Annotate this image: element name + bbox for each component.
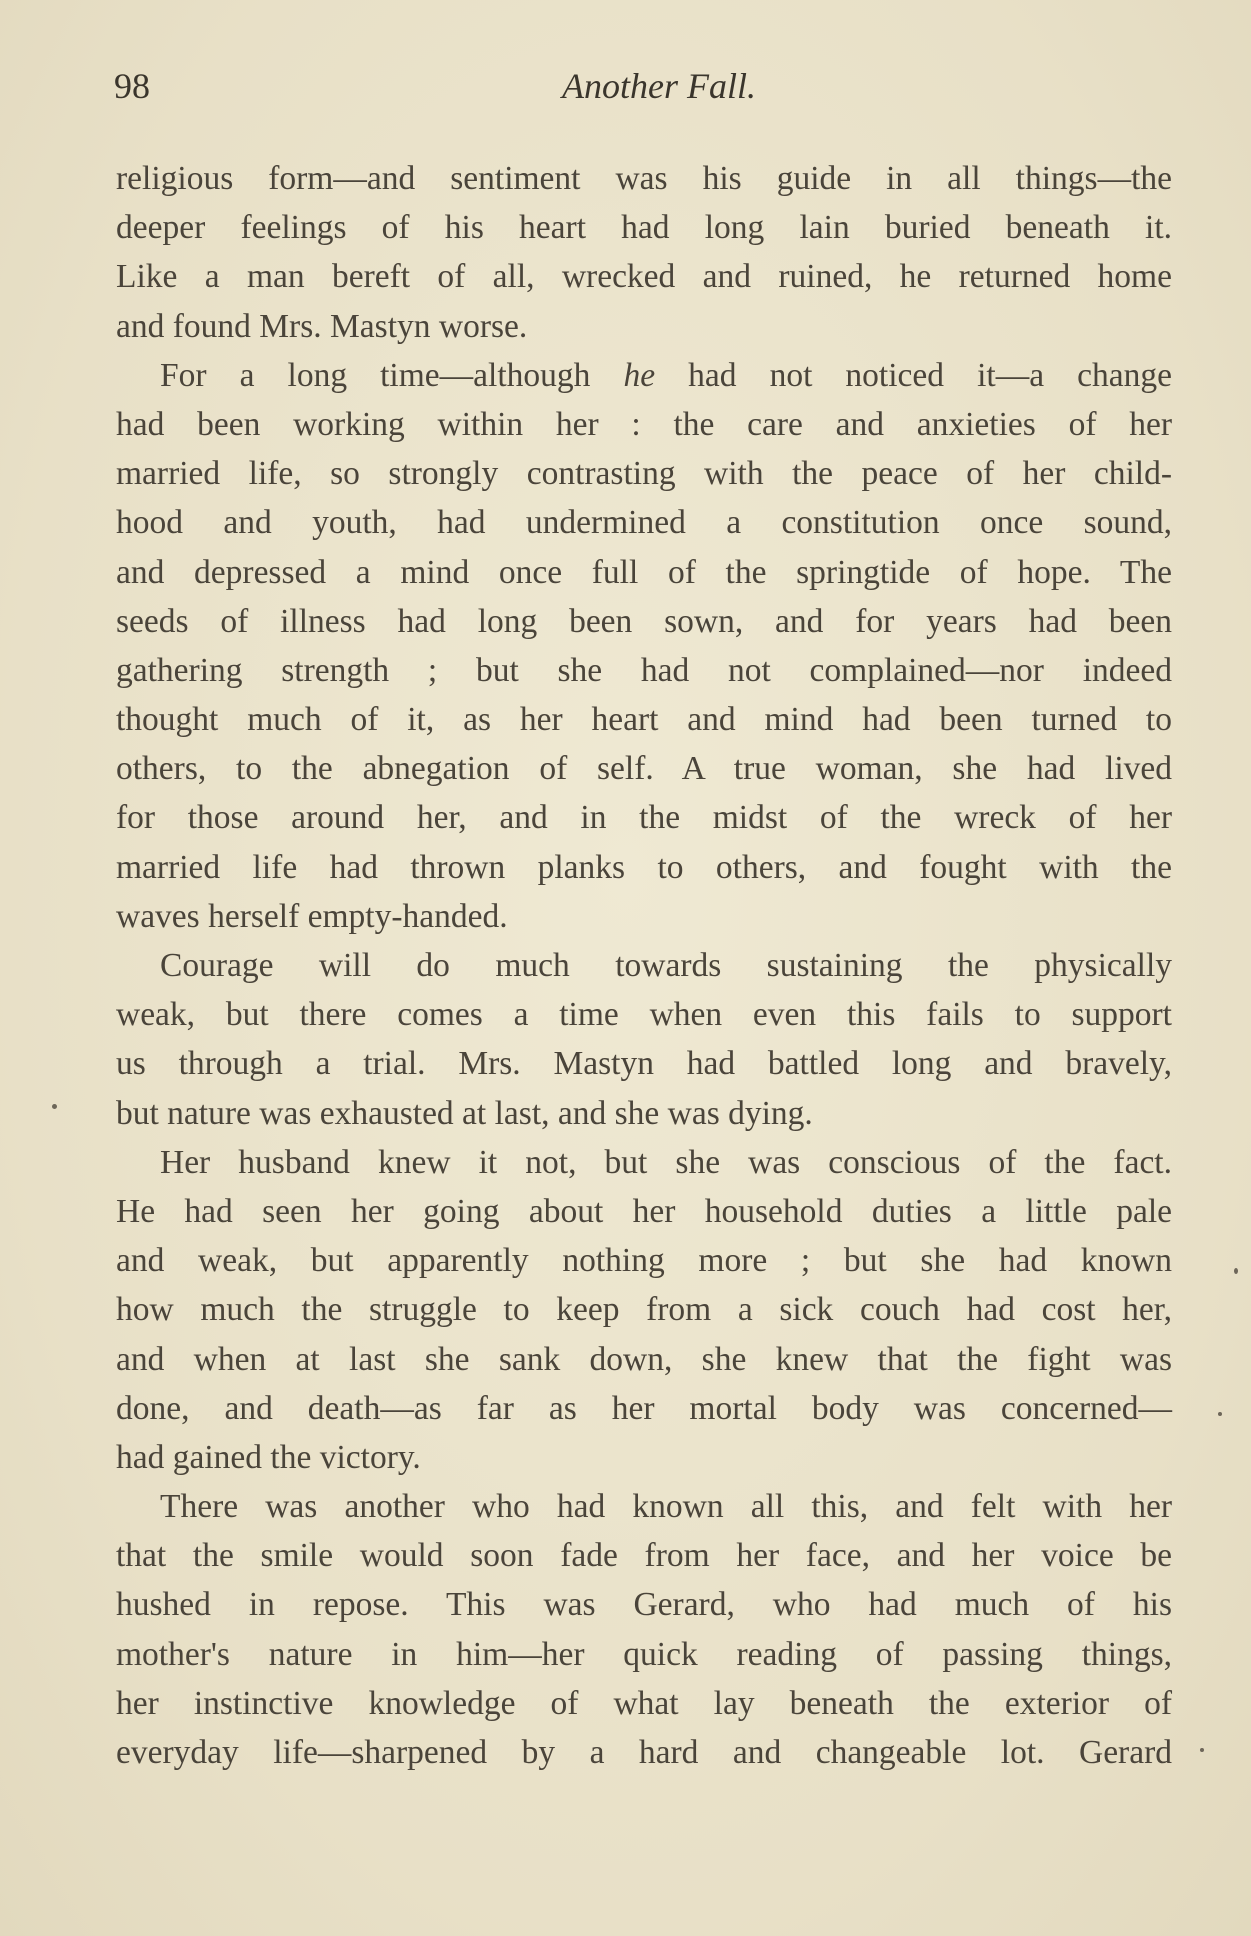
text-line: and found Mrs. Mastyn worse. <box>116 307 528 345</box>
body-text <box>116 154 1172 1777</box>
text-line: religious form—and sentiment was his guide in all things—the <box>116 160 1172 197</box>
text-line: married life had thrown planks to others, and fought with the <box>116 848 1172 886</box>
text-line: had gained the victory. <box>116 1438 421 1476</box>
ink-speck <box>1218 1412 1222 1416</box>
text-line: how much the struggle to keep from a sick couch had cost her, <box>116 1291 1172 1329</box>
text-line: her instinctive knowledge of what lay beneath the exterior of <box>116 1684 1172 1722</box>
running-title: Another Fall. <box>562 66 756 106</box>
text-line: weak, but there comes a time when even this fails to support <box>116 996 1172 1034</box>
page-header <box>114 58 1174 114</box>
text-line: thought much of it, as her heart and mind had been turned to <box>116 701 1172 739</box>
text-line: hood and youth, had undermined a constitution once sound, <box>116 504 1172 542</box>
text-line: seeds of illness had long been sown, and for years had been <box>116 602 1172 640</box>
text-line: and depressed a mind once full of the springtide of hope. The <box>116 553 1172 591</box>
ink-speck <box>1200 1748 1204 1752</box>
text-line: had been working within her : the care and anxieties of her <box>116 405 1172 443</box>
text-line: us through a trial. Mrs. Mastyn had battled long and bravely, <box>116 1045 1172 1083</box>
text-line: everyday life—sharpened by a hard and changeable lot. Gerard <box>116 1734 1172 1771</box>
text-line: Like a man bereft of all, wrecked and ruined, he returned home <box>116 258 1172 296</box>
line-start: For a long time—although he had not noticed it—a change <box>160 356 1172 394</box>
text-line: others, to the abnegation of self. A true woman, she had lived <box>116 750 1172 788</box>
emphasis-word: he <box>623 356 656 394</box>
text-line: Her husband knew it not, but she was conscious of the fact. <box>160 1143 1172 1181</box>
text-line: that the smile would soon fade from her face, and her voice be <box>116 1537 1172 1575</box>
text-line: and weak, but apparently nothing more ; but she had known <box>116 1242 1172 1280</box>
text-line: There was another who had known all this, and felt with her <box>160 1488 1172 1526</box>
text-line-emphasis <box>116 351 1172 400</box>
text-line: but nature was exhausted at last, and she was dying. <box>116 1094 813 1132</box>
text-line: hushed in repose. This was Gerard, who had much of his <box>116 1586 1172 1624</box>
text-line: Courage will do much towards sustaining the physically <box>160 947 1172 984</box>
text-line: He had seen her going about her household duties a little pale <box>116 1192 1172 1230</box>
text-line: waves herself empty-handed. <box>116 897 508 935</box>
text-line: for those around her, and in the midst of the wreck of her <box>116 799 1172 837</box>
page-number: 98 <box>114 66 150 106</box>
ink-speck <box>1234 1268 1238 1274</box>
text-line: deeper feelings of his heart had long lain buried beneath it. <box>116 209 1172 247</box>
text-line: married life, so strongly contrasting with the peace of her child- <box>116 455 1172 493</box>
text-line: mother's nature in him—her quick reading of passing things, <box>116 1635 1172 1673</box>
text-line: and when at last she sank down, she knew that the fight was <box>116 1340 1172 1378</box>
text-line: done, and death—as far as her mortal body was concerned— <box>116 1389 1172 1427</box>
ink-speck <box>52 1104 57 1109</box>
text-line: gathering strength ; but she had not complained—nor indeed <box>116 651 1172 689</box>
